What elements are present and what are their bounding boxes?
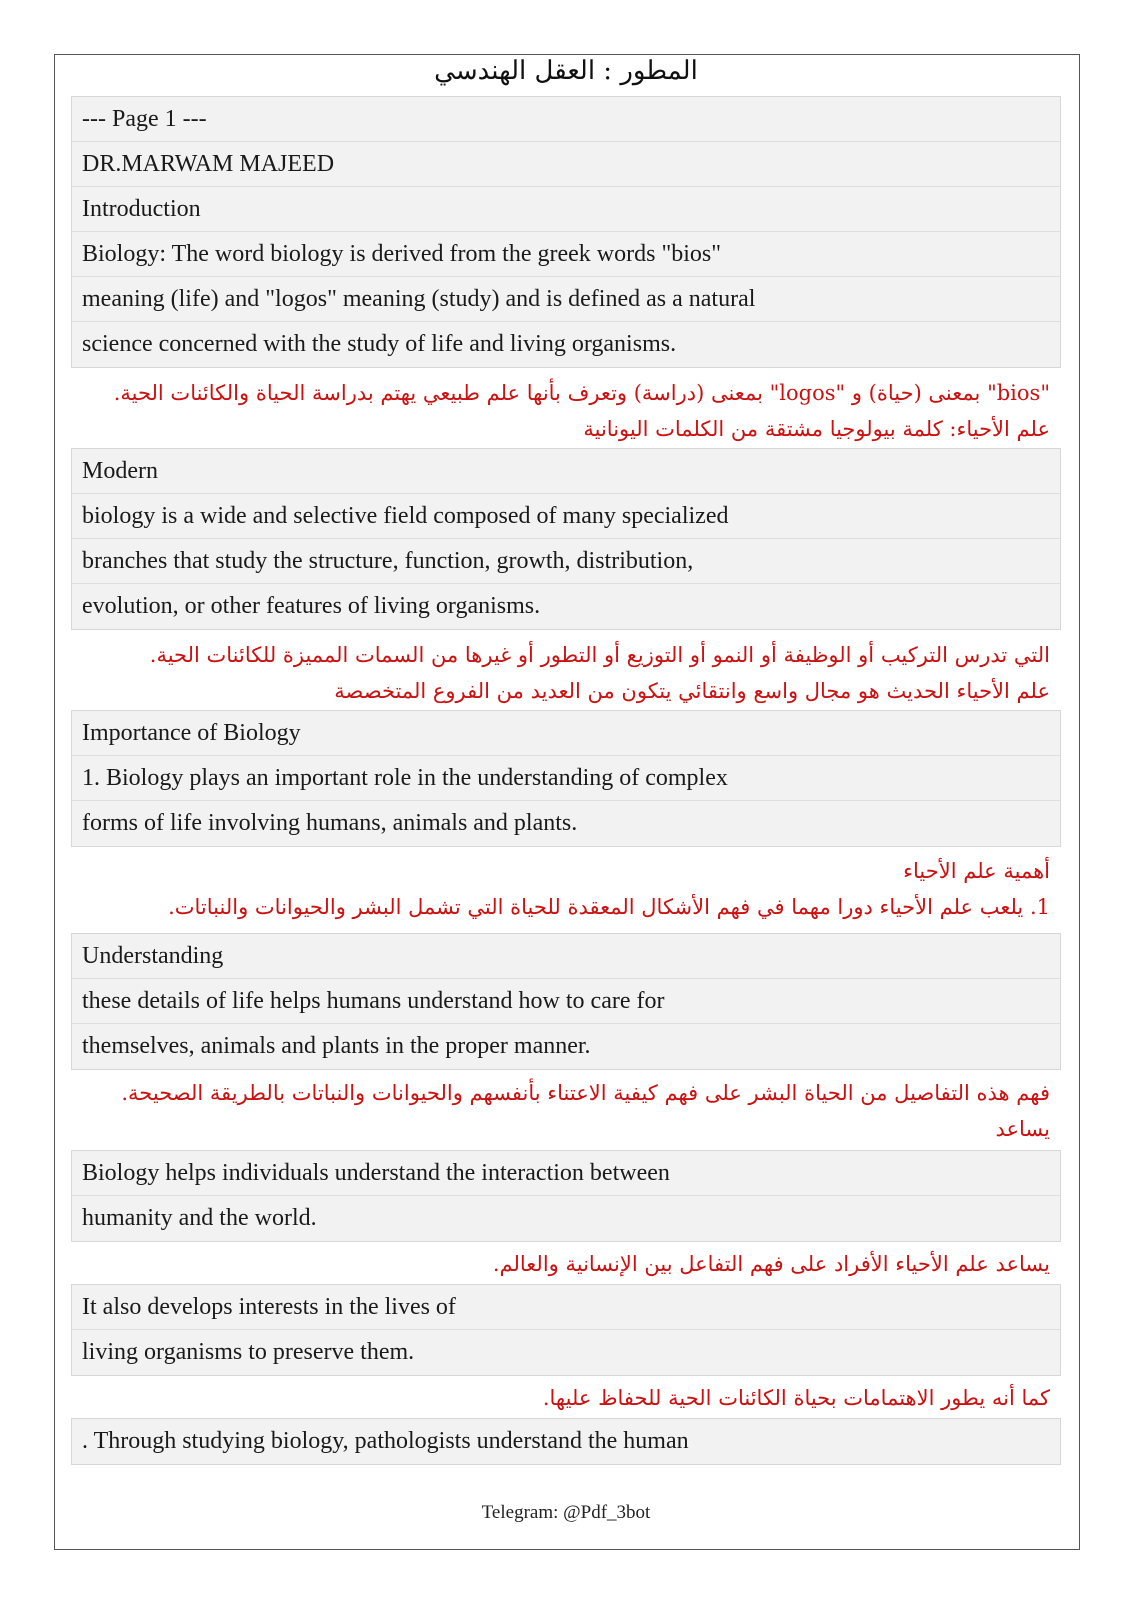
arabic-translation (70, 375, 1050, 447)
arabic-line: علم الأحياء: كلمة بيولوجيا مشتقة من الكلمات اليونانية (583, 417, 1050, 441)
block-line: Understanding (72, 934, 1060, 979)
block-line: Biology helps individuals understand the interaction between (72, 1151, 1060, 1196)
text-block-introduction (71, 96, 1061, 368)
arabic-translation (70, 637, 1050, 709)
block-line: living organisms to preserve them. (82, 1339, 415, 1365)
arabic-line: أهمية علم الأحياء (903, 859, 1050, 883)
block-line: branches that study the structure, function, growth, distribution, (72, 539, 1060, 584)
text-block-modern (71, 448, 1061, 630)
arabic-line: علم الأحياء الحديث هو مجال واسع وانتقائي يتكون من العديد من الفروع المتخصصة (334, 679, 1050, 703)
block-line: . Through studying biology, pathologists understand the human (82, 1428, 689, 1454)
block-line: forms of life involving humans, animals and plants. (82, 810, 578, 836)
arabic-line: 1. يلعب علم الأحياء دورا مهما في فهم الأشكال المعقدة للحياة التي تشمل البشر والحيوانات والنباتات. (168, 895, 1050, 919)
text-block-interests (71, 1284, 1061, 1376)
block-line: DR.MARWAM MAJEED (72, 142, 1060, 187)
arabic-line: "bios" بمعنى (حياة) و "logos" بمعنى (دراسة) وتعرف بأنها علم طبيعي يهتم بدراسة الحياة والكائنات الحية. (113, 381, 1050, 405)
arabic-translation (70, 1380, 1050, 1416)
arabic-line: كما أنه يطور الاهتمامات بحياة الكائنات الحية للحفاظ عليها. (542, 1386, 1050, 1410)
page-header: المطور : العقل الهندسي (434, 56, 698, 86)
block-line: meaning (life) and "logos" meaning (study) and is defined as a natural (72, 277, 1060, 322)
text-block-interaction (71, 1150, 1061, 1242)
block-line: 1. Biology plays an important role in the understanding of complex (72, 756, 1060, 801)
block-line: It also develops interests in the lives of (72, 1285, 1060, 1330)
block-line: these details of life helps humans understand how to care for (72, 979, 1060, 1024)
arabic-line: فهم هذه التفاصيل من الحياة البشر على فهم كيفية الاعتناء بأنفسهم والحيوانات والنباتات بالطريقة الصحيحة. (121, 1081, 1050, 1105)
text-block-understanding (71, 933, 1061, 1070)
block-line: biology is a wide and selective field composed of many specialized (72, 494, 1060, 539)
block-line: Modern (72, 449, 1060, 494)
text-block-pathologists (71, 1418, 1061, 1465)
block-line: Importance of Biology (72, 711, 1060, 756)
block-line: --- Page 1 --- (72, 97, 1060, 142)
block-line: Introduction (72, 187, 1060, 232)
block-line: themselves, animals and plants in the proper manner. (82, 1033, 591, 1059)
block-line: evolution, or other features of living organisms. (82, 593, 541, 619)
text-block-importance (71, 710, 1061, 847)
arabic-translation (70, 1075, 1050, 1147)
arabic-line: يساعد علم الأحياء الأفراد على فهم التفاعل بين الإنسانية والعالم. (492, 1252, 1050, 1276)
telegram-footer: Telegram: @Pdf_3bot (481, 1502, 651, 1523)
arabic-line: يساعد (995, 1117, 1050, 1141)
arabic-translation (70, 853, 1050, 925)
block-line: Biology: The word biology is derived from the greek words "bios" (72, 232, 1060, 277)
arabic-line: التي تدرس التركيب أو الوظيفة أو النمو أو التوزيع أو التطور أو غيرها من السمات المميزة للكائنات الحية. (149, 643, 1050, 667)
arabic-translation (70, 1246, 1050, 1282)
block-line: humanity and the world. (82, 1205, 317, 1231)
block-line: science concerned with the study of life and living organisms. (82, 331, 677, 357)
